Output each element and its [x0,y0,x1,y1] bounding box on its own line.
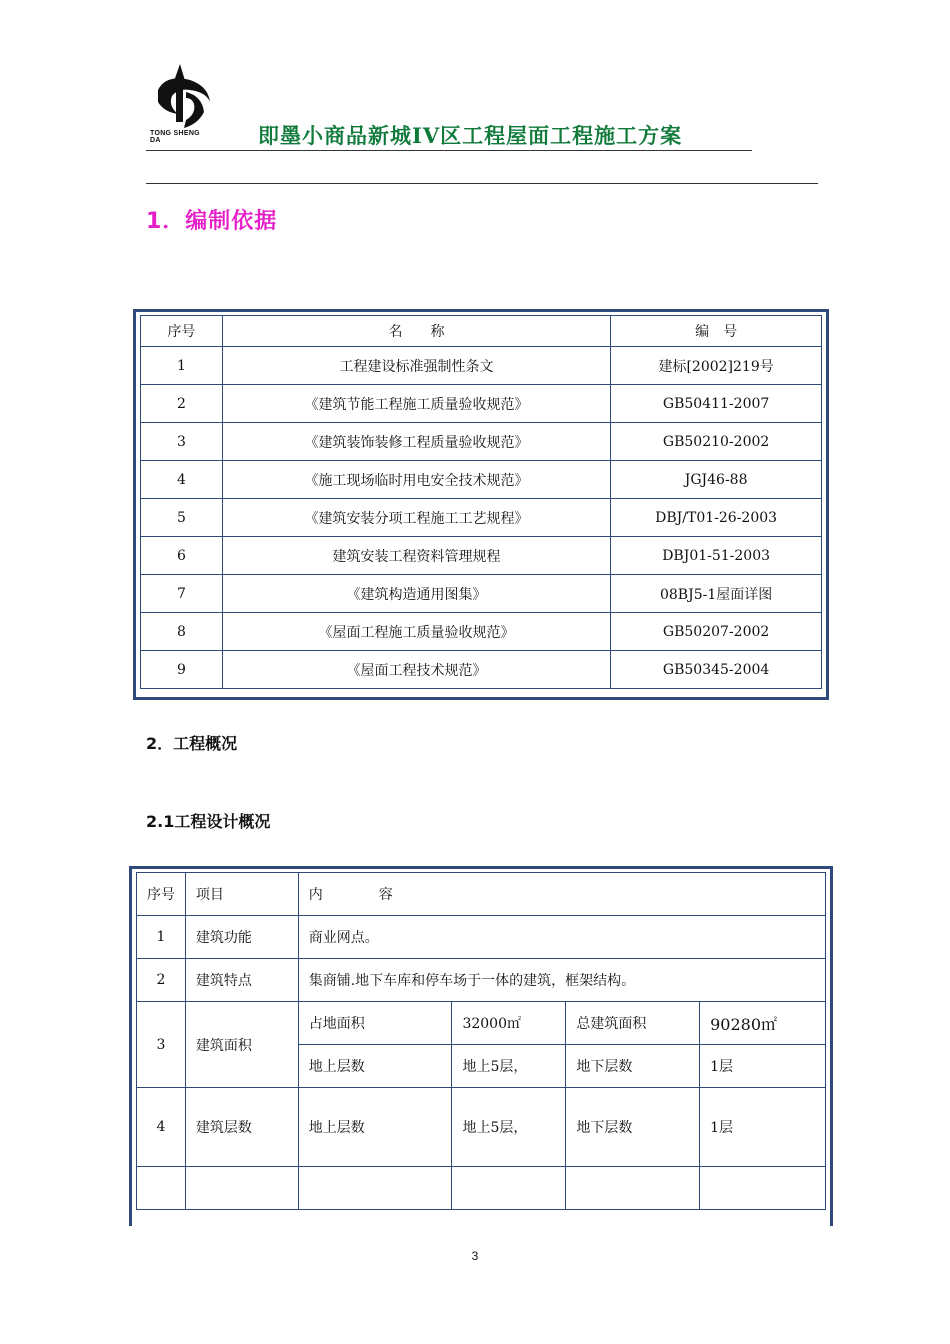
cell-value: 1层 [700,1045,826,1088]
section-heading-2: 2．工程概况 [146,734,238,753]
table-row [141,537,822,575]
reference-table [140,315,822,689]
column-header-content: 内 容 [298,873,825,916]
row-code: GB50411-2007 [611,385,822,423]
column-header-name: 名 称 [222,316,610,347]
table-row [141,651,822,689]
row-no: 9 [141,651,223,689]
row-no: 4 [137,1088,186,1167]
table-row [141,575,822,613]
table-row [137,916,826,959]
cell-label: 地下层数 [566,1088,700,1167]
row-no: 2 [137,959,186,1002]
row-item: 建筑面积 [185,1002,298,1088]
row-item: 建筑特点 [185,959,298,1002]
row-code: JGJ46-88 [611,461,822,499]
cell-label: 总建筑面积 [566,1002,700,1045]
section-heading-1: 1．编制依据 [146,209,278,234]
page-number: 3 [471,1249,479,1263]
row-name: 《建筑安装分项工程施工工艺规程》 [222,499,610,537]
table-row [141,423,822,461]
row-code: GB50207-2002 [611,613,822,651]
table-row [137,1002,826,1045]
empty-cell [298,1167,452,1210]
row-no: 3 [137,1002,186,1088]
row-no: 4 [141,461,223,499]
cell-value: 地上5层， [452,1088,566,1167]
row-no: 7 [141,575,223,613]
row-no: 1 [141,347,223,385]
table-header-row [137,873,826,916]
row-no: 8 [141,613,223,651]
row-code: DBJ01-51-2003 [611,537,822,575]
table-row [137,959,826,1002]
row-code: GB50345-2004 [611,651,822,689]
empty-cell [700,1167,826,1210]
empty-cell [566,1167,700,1210]
row-name: 《建筑装饰装修工程质量验收规范》 [222,423,610,461]
row-code: 08BJ5-1屋面详图 [611,575,822,613]
row-code: DBJ/T01-26-2003 [611,499,822,537]
table-row [141,347,822,385]
empty-cell [185,1167,298,1210]
row-content: 商业网点。 [298,916,825,959]
table-row [141,499,822,537]
header-rule-lower [146,183,818,184]
cell-value: 1层 [700,1088,826,1167]
row-no: 6 [141,537,223,575]
row-name: 《建筑构造通用图集》 [222,575,610,613]
table-row [141,385,822,423]
row-name: 《屋面工程技术规范》 [222,651,610,689]
table-row [141,613,822,651]
table-row-empty [137,1167,826,1210]
row-name: 工程建设标准强制性条文 [222,347,610,385]
row-no: 2 [141,385,223,423]
empty-cell [452,1167,566,1210]
row-name: 建筑安装工程资料管理规程 [222,537,610,575]
cell-value: 32000㎡ [452,1002,566,1045]
cell-label: 占地面积 [298,1002,452,1045]
table-row [137,1088,826,1167]
table-header-row [141,316,822,347]
row-item: 建筑层数 [185,1088,298,1167]
column-header-no: 序号 [141,316,223,347]
row-code: GB50210-2002 [611,423,822,461]
document-title: 即墨小商品新城IV区工程屋面工程施工方案 [258,123,683,148]
row-content: 集商铺.地下车库和停车场于一体的建筑，框架结构。 [298,959,825,1002]
row-no: 1 [137,916,186,959]
row-name: 《屋面工程施工质量验收规范》 [222,613,610,651]
column-header-no: 序号 [137,873,186,916]
cell-label: 地上层数 [298,1045,452,1088]
row-item: 建筑功能 [185,916,298,959]
row-code: 建标[2002]219号 [611,347,822,385]
row-no: 3 [141,423,223,461]
row-name: 《建筑节能工程施工质量验收规范》 [222,385,610,423]
column-header-code: 编 号 [611,316,822,347]
design-overview-table [136,872,826,1210]
subsection-heading-2-1: 2.1工程设计概况 [146,812,271,831]
cell-value: 地上5层， [452,1045,566,1088]
row-name: 《施工现场临时用电安全技术规范》 [222,461,610,499]
cell-label: 地下层数 [566,1045,700,1088]
header-rule [146,150,752,151]
row-no: 5 [141,499,223,537]
cell-label: 地上层数 [298,1088,452,1167]
empty-cell [137,1167,186,1210]
cell-value: 90280㎡ [700,1002,826,1045]
logo-text: TONG SHENG DA [150,130,200,144]
column-header-item: 项目 [185,873,298,916]
table-row [141,461,822,499]
